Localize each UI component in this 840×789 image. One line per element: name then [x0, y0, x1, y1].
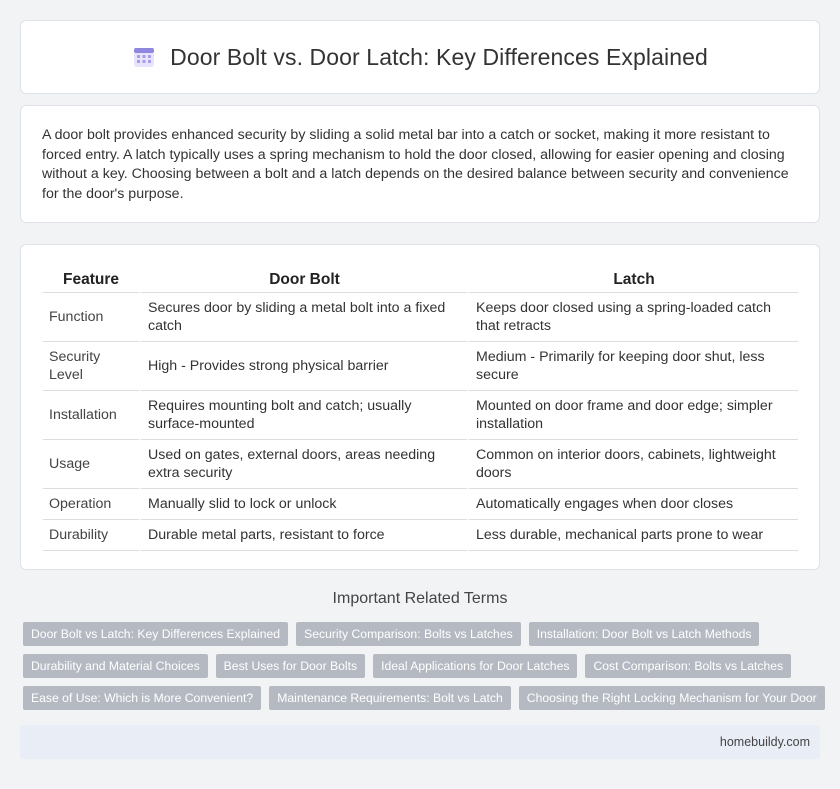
bolt-cell: High - Provides strong physical barrier [139, 342, 467, 391]
related-tag[interactable]: Door Bolt vs Latch: Key Differences Explained [23, 622, 288, 646]
related-terms-tags [23, 622, 823, 718]
related-tag[interactable]: Maintenance Requirements: Bolt vs Latch [269, 686, 511, 710]
table-row [43, 489, 798, 520]
comparison-card [20, 244, 820, 570]
latch-cell: Common on interior doors, cabinets, lightweight doors [467, 440, 798, 489]
feature-cell: Installation [43, 391, 139, 440]
latch-cell: Mounted on door frame and door edge; simpler installation [467, 391, 798, 440]
intro-card [20, 105, 820, 223]
related-tag[interactable]: Ease of Use: Which is More Convenient? [23, 686, 261, 710]
tag-row [23, 654, 823, 678]
table-row [43, 391, 798, 440]
feature-cell: Operation [43, 489, 139, 520]
header-door-bolt: Door Bolt [139, 265, 467, 293]
related-tag[interactable]: Ideal Applications for Door Latches [373, 654, 577, 678]
page-title: Door Bolt vs. Door Latch: Key Differences Explained [170, 43, 708, 70]
feature-cell: Security Level [43, 342, 139, 391]
latch-cell: Medium - Primarily for keeping door shut, less secure [467, 342, 798, 391]
table-row [43, 520, 798, 551]
latch-cell: Keeps door closed using a spring-loaded catch that retracts [467, 293, 798, 342]
header-feature: Feature [43, 265, 139, 293]
bolt-cell: Used on gates, external doors, areas needing extra security [139, 440, 467, 489]
related-tag[interactable]: Choosing the Right Locking Mechanism for Your Door [519, 686, 825, 710]
related-terms-title: Important Related Terms [332, 590, 508, 607]
table-row [43, 293, 798, 342]
latch-cell: Automatically engages when door closes [467, 489, 798, 520]
related-tag[interactable]: Cost Comparison: Bolts vs Latches [585, 654, 791, 678]
intro-paragraph: A door bolt provides enhanced security by sliding a solid metal bar into a catch or socket, making it more resistant to forced entry. A latch typically uses a spring mechanism to hold the door closed, allowing for easier opening and closing without a key. Choosing between a bolt and a latch depends on the desired balance between security and convenience for the door's purpose. [42, 127, 789, 202]
feature-cell: Usage [43, 440, 139, 489]
feature-cell: Function [43, 293, 139, 342]
related-tag[interactable]: Security Comparison: Bolts vs Latches [296, 622, 521, 646]
footer [20, 725, 820, 759]
related-tag[interactable]: Installation: Door Bolt vs Latch Methods [529, 622, 760, 646]
bolt-cell: Durable metal parts, resistant to force [139, 520, 467, 551]
table-row [43, 440, 798, 489]
related-tag[interactable]: Durability and Material Choices [23, 654, 208, 678]
table-row [43, 342, 798, 391]
calendar-icon [132, 45, 156, 69]
bolt-cell: Secures door by sliding a metal bolt into a fixed catch [139, 293, 467, 342]
comparison-table [43, 265, 798, 551]
bolt-cell: Manually slid to lock or unlock [139, 489, 467, 520]
header-latch: Latch [467, 265, 798, 293]
bolt-cell: Requires mounting bolt and catch; usually surface-mounted [139, 391, 467, 440]
tag-row [23, 686, 823, 710]
tag-row [23, 622, 823, 646]
title-card [20, 20, 820, 94]
footer-site-link[interactable]: homebuildy.com [719, 735, 810, 749]
related-tag[interactable]: Best Uses for Door Bolts [216, 654, 365, 678]
latch-cell: Less durable, mechanical parts prone to wear [467, 520, 798, 551]
table-header-row [43, 265, 798, 293]
feature-cell: Durability [43, 520, 139, 551]
